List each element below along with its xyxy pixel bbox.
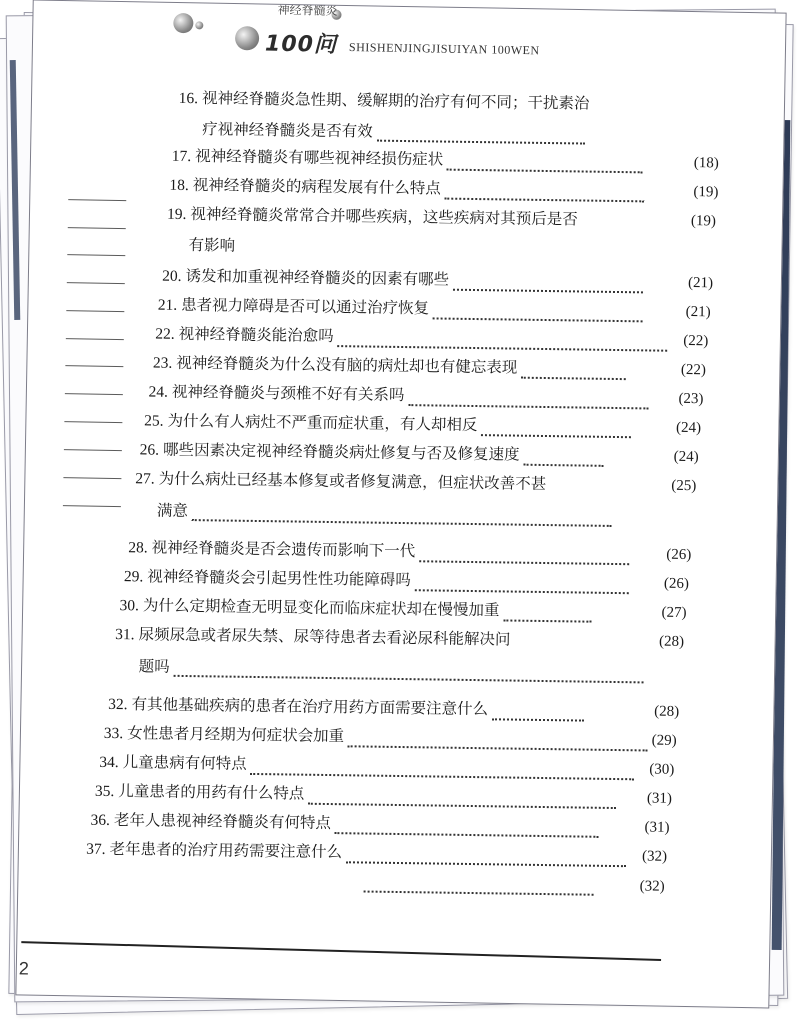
toc-title: 诱发和加重视神经脊髓炎的因素有哪些	[185, 266, 450, 289]
toc-entry[interactable]	[178, 88, 589, 115]
toc-page-number: (32)	[639, 878, 665, 895]
toc-page-number: (28)	[654, 703, 680, 720]
toc-entry[interactable]	[115, 624, 511, 651]
toc-title: 视神经脊髓炎有哪些视神经损伤症状	[195, 147, 444, 169]
toc-title: 视神经脊髓炎是否会遗传而影响下一代	[151, 538, 416, 561]
toc-number: 19.	[166, 205, 187, 223]
page-number: 2	[18, 958, 30, 979]
toc-page-number: (28)	[658, 633, 685, 650]
leader-dots	[377, 128, 585, 145]
leader-dots	[348, 733, 648, 751]
toc-page-number: (18)	[693, 155, 719, 172]
toc-page-number: (30)	[649, 761, 675, 778]
toc-title: 有其他基础疾病的患者在治疗用药方面需要注意什么	[131, 695, 489, 719]
toc-page-number: (22)	[680, 361, 707, 379]
toc-number: 17.	[171, 147, 192, 166]
toc-page-number: (19)	[693, 184, 719, 201]
toc-page-number: (26)	[663, 575, 690, 593]
toc-entry[interactable]	[135, 468, 546, 495]
toc-title-cont: 有影响	[188, 236, 236, 255]
toc-number: 16.	[178, 89, 199, 108]
toc-title: 患者视力障碍是否可以通过治疗恢复	[181, 295, 430, 318]
toc-title: 视神经脊髓炎为什么没有脑的病灶却也有健忘表现	[176, 353, 518, 377]
leader-dots	[481, 422, 631, 438]
leader-dots	[445, 186, 645, 203]
toc-page-number: (24)	[675, 419, 702, 437]
toc-number: 28.	[128, 539, 148, 557]
toc-title-cont: 满意	[156, 501, 189, 521]
leader-dots	[308, 791, 616, 809]
toc-number: 31.	[115, 626, 135, 644]
toc-entry[interactable]	[86, 839, 630, 868]
toc-entry[interactable]	[172, 146, 648, 174]
toc-number: 37.	[86, 840, 106, 858]
header-top-text: 神经脊髓炎	[277, 2, 338, 18]
toc-title-cont: 题吗	[138, 657, 170, 676]
toc-entry[interactable]	[169, 175, 649, 203]
toc-page-number: (21)	[688, 274, 714, 292]
toc-title: 视神经脊髓炎能治愈吗	[178, 324, 334, 346]
toc-entry[interactable]	[167, 204, 578, 231]
toc-entry[interactable]	[119, 595, 595, 623]
toc-page-number: (24)	[673, 448, 699, 466]
toc-title: 为什么定期检查无明显变化而临床症状却在慢慢加重	[142, 596, 500, 620]
leader-dots	[174, 663, 644, 684]
toc-title: 为什么有人病灶不严重而症状重，有人却相反	[167, 411, 478, 435]
toc-title: 视神经脊髓炎常常合并哪些疾病，这些疾病对其预后是否	[190, 205, 579, 229]
toc-entry[interactable]	[162, 266, 647, 294]
toc-title: 尿频尿急或者尿失禁、尿等待患者去看泌尿科能解决问	[138, 625, 511, 649]
toc-entry[interactable]	[108, 694, 588, 722]
header-pinyin: SHISHENJINGJISUIYAN 100WEN	[348, 40, 540, 58]
toc-number: 22.	[155, 325, 175, 343]
toc-number: 26.	[139, 441, 160, 459]
toc-number: 34.	[99, 753, 119, 772]
toc-continuation	[139, 654, 644, 683]
toc-page-number: (19)	[690, 213, 717, 230]
toc-entry[interactable]	[90, 810, 603, 838]
toc-entry[interactable]	[95, 781, 621, 809]
toc-page-number: (22)	[683, 332, 709, 350]
toc-title: 视神经脊髓炎会引起男性性功能障碍吗	[147, 567, 411, 590]
leader-dots	[447, 157, 643, 174]
toc-title-cont: 疗视神经脊髓炎是否有效	[202, 120, 373, 141]
toc-number: 21.	[157, 296, 178, 314]
toc-title: 视神经脊髓炎与颈椎不好有关系吗	[171, 382, 405, 405]
leader-dots	[251, 761, 635, 780]
toc-number: 24.	[148, 383, 169, 401]
leader-dots	[335, 820, 599, 838]
toc-number: 27.	[135, 470, 155, 488]
toc-number: 18.	[169, 176, 189, 195]
leader-dots	[433, 305, 643, 322]
toc-entry[interactable]	[153, 353, 631, 381]
toc-title: 女性患者月经期为何症状会加重	[127, 724, 345, 746]
toc-page-number: (32)	[641, 848, 668, 865]
toc-continuation	[188, 233, 235, 256]
toc-continuation	[157, 499, 612, 527]
toc-page-number: (21)	[685, 303, 711, 321]
toc-number: 36.	[90, 811, 111, 829]
toc-number: 33.	[103, 724, 124, 743]
toc-entry[interactable]	[158, 295, 648, 323]
toc-title: 老年人患视神经脊髓炎有何特点	[113, 811, 332, 833]
toc-entry[interactable]	[140, 439, 608, 467]
leader-dots	[415, 577, 629, 594]
toc-title: 儿童患者的用药有什么特点	[118, 782, 305, 803]
toc-entry	[360, 872, 598, 895]
toc-page-number: (27)	[661, 604, 687, 621]
toc-number: 20.	[162, 267, 182, 285]
leader-dots	[521, 365, 626, 380]
toc-title: 儿童患病有何特点	[122, 753, 247, 773]
toc-entry[interactable]	[104, 723, 653, 752]
leader-dots	[453, 277, 643, 294]
toc-number: 35.	[94, 782, 115, 801]
toc-title: 哪些因素决定视神经脊髓炎病灶修复与否及修复速度	[162, 440, 520, 464]
header-brand: 100问	[264, 31, 338, 58]
toc-page-number: (29)	[651, 732, 677, 749]
toc-entry[interactable]	[155, 324, 672, 352]
leader-dots	[523, 452, 603, 467]
leader-dots	[192, 507, 612, 527]
leader-dots	[346, 849, 626, 867]
toc-title: 为什么病灶已经基本修复或者修复满意，但症状改善不甚	[158, 469, 547, 494]
toc-page	[15, 0, 786, 1009]
toc-title: 老年患者的治疗用药需要注意什么	[109, 839, 343, 862]
toc-number: 32.	[108, 695, 128, 714]
leader-dots	[338, 333, 668, 352]
toc-number: 25.	[144, 412, 164, 430]
toc-title: 视神经脊髓炎急性期、缓解期的治疗有何不同；干扰素治	[201, 89, 590, 113]
toc-number: 29.	[123, 568, 144, 586]
toc-page-number: (26)	[666, 546, 692, 564]
toc-page-number: (25)	[671, 477, 697, 495]
toc-page-number: (23)	[678, 390, 704, 408]
leader-dots	[419, 548, 629, 565]
toc-entry[interactable]	[148, 381, 652, 409]
toc-number: 23.	[152, 354, 173, 372]
leader-dots	[364, 879, 594, 896]
toc-number: 30.	[119, 597, 140, 615]
toc-page-number: (31)	[646, 790, 673, 807]
toc-entry[interactable]	[128, 537, 633, 565]
toc-entry[interactable]	[124, 566, 633, 594]
toc-entry[interactable]	[144, 410, 636, 438]
toc-page-number: (31)	[644, 819, 670, 836]
toc-title: 视神经脊髓炎的病程发展有什么特点	[192, 176, 441, 198]
leader-dots	[408, 392, 648, 409]
toc-entry[interactable]	[99, 752, 639, 781]
leader-dots	[492, 706, 584, 721]
toc-continuation	[202, 117, 585, 144]
leader-dots	[503, 607, 591, 622]
table-of-contents	[18, 2, 784, 1006]
